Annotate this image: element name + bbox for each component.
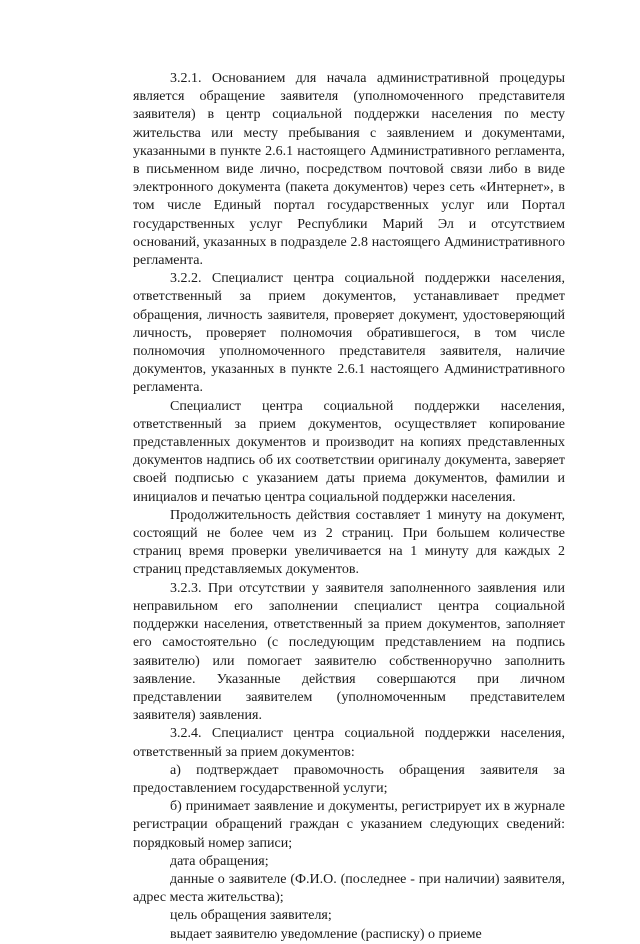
paragraph-applicant-data: данные о заявителе (Ф.И.О. (последнее - при наличии) заявителя, адрес места жительства); xyxy=(133,871,565,906)
paragraph-3-2-4: 3.2.4. Специалист центра социальной поддержки населения, ответственный за прием документов: xyxy=(133,726,565,760)
paragraph-item-b: б) принимает заявление и документы, регистрирует их в журнале регистрации обращений граждан с указанием следующих сведений: порядковый номер записи; xyxy=(133,799,565,851)
paragraph-purpose: цель обращения заявителя; xyxy=(170,908,332,924)
paragraph-item-a: а) подтверждает правомочность обращения заявителя за предоставлением государственной услуги; xyxy=(133,762,565,796)
paragraph-3-2-3: 3.2.3. При отсутствии у заявителя заполненного заявления или неправильном его заполнении специалист центра социальной поддержки населения, ответственный за прием документов, заполняет его самостоятельно (с последующим представлением на подпись заявителю) или помогает заявителю собственноручно заполнить заявление. Указанные действия совершаются при личном представлении заявителем (уполномоченным представителем заявителя) заявления. xyxy=(133,580,565,724)
paragraph-duration: Продолжительность действия составляет 1 минуту на документ, состоящий не более чем из 2 страниц. При большем количестве страниц время проверки увеличивается на 1 минуту для каждых 2 страниц представляемых документов. xyxy=(133,507,565,578)
paragraph-issues-notice: выдает заявителю уведомление (расписку) о приеме xyxy=(170,926,482,942)
paragraph-3-2-2: 3.2.2. Специалист центра социальной поддержки населения, ответственный за прием документов, устанавливает предмет обращения, личность заявителя, проверяет документ, удостоверяющий личность, проверяет полномочия обратившегося, в том числе полномочия уполномоченного представителя заявителя, наличие документов, указанных в пункте 2.6.1 настоящего Административного регламента. xyxy=(133,271,565,396)
document-body xyxy=(133,70,565,944)
paragraph-date-of-request: дата обращения; xyxy=(170,853,269,869)
paragraph-specialist-copying: Специалист центра социальной поддержки населения, ответственный за прием документов, осуществляет копирование представленных документов и производит на копиях представленных документов надпись об их соответствии оригиналу документа, заверяет своей подписью с указанием даты приема документов, фамилии и инициалов и печатью центра социальной поддержки населения. xyxy=(133,398,565,505)
paragraph-3-2-1: 3.2.1. Основанием для начала административной процедуры является обращение заявителя (уполномоченного представителя заявителя) в центр социальной поддержки населения по месту жительства или месту пребывания с заявлением и документами, указанными в пункте 2.6.1 настоящего Административного регламента, в письменном виде лично, посредством почтовой связи либо в виде электронного документа (пакета документов) через сеть «Интернет», в том числе Единый портал государственных услуг или Портал государственных услуг Республики Марий Эл и отсутствием оснований, указанных в подразделе 2.8 настоящего Административного регламента. xyxy=(133,71,565,269)
